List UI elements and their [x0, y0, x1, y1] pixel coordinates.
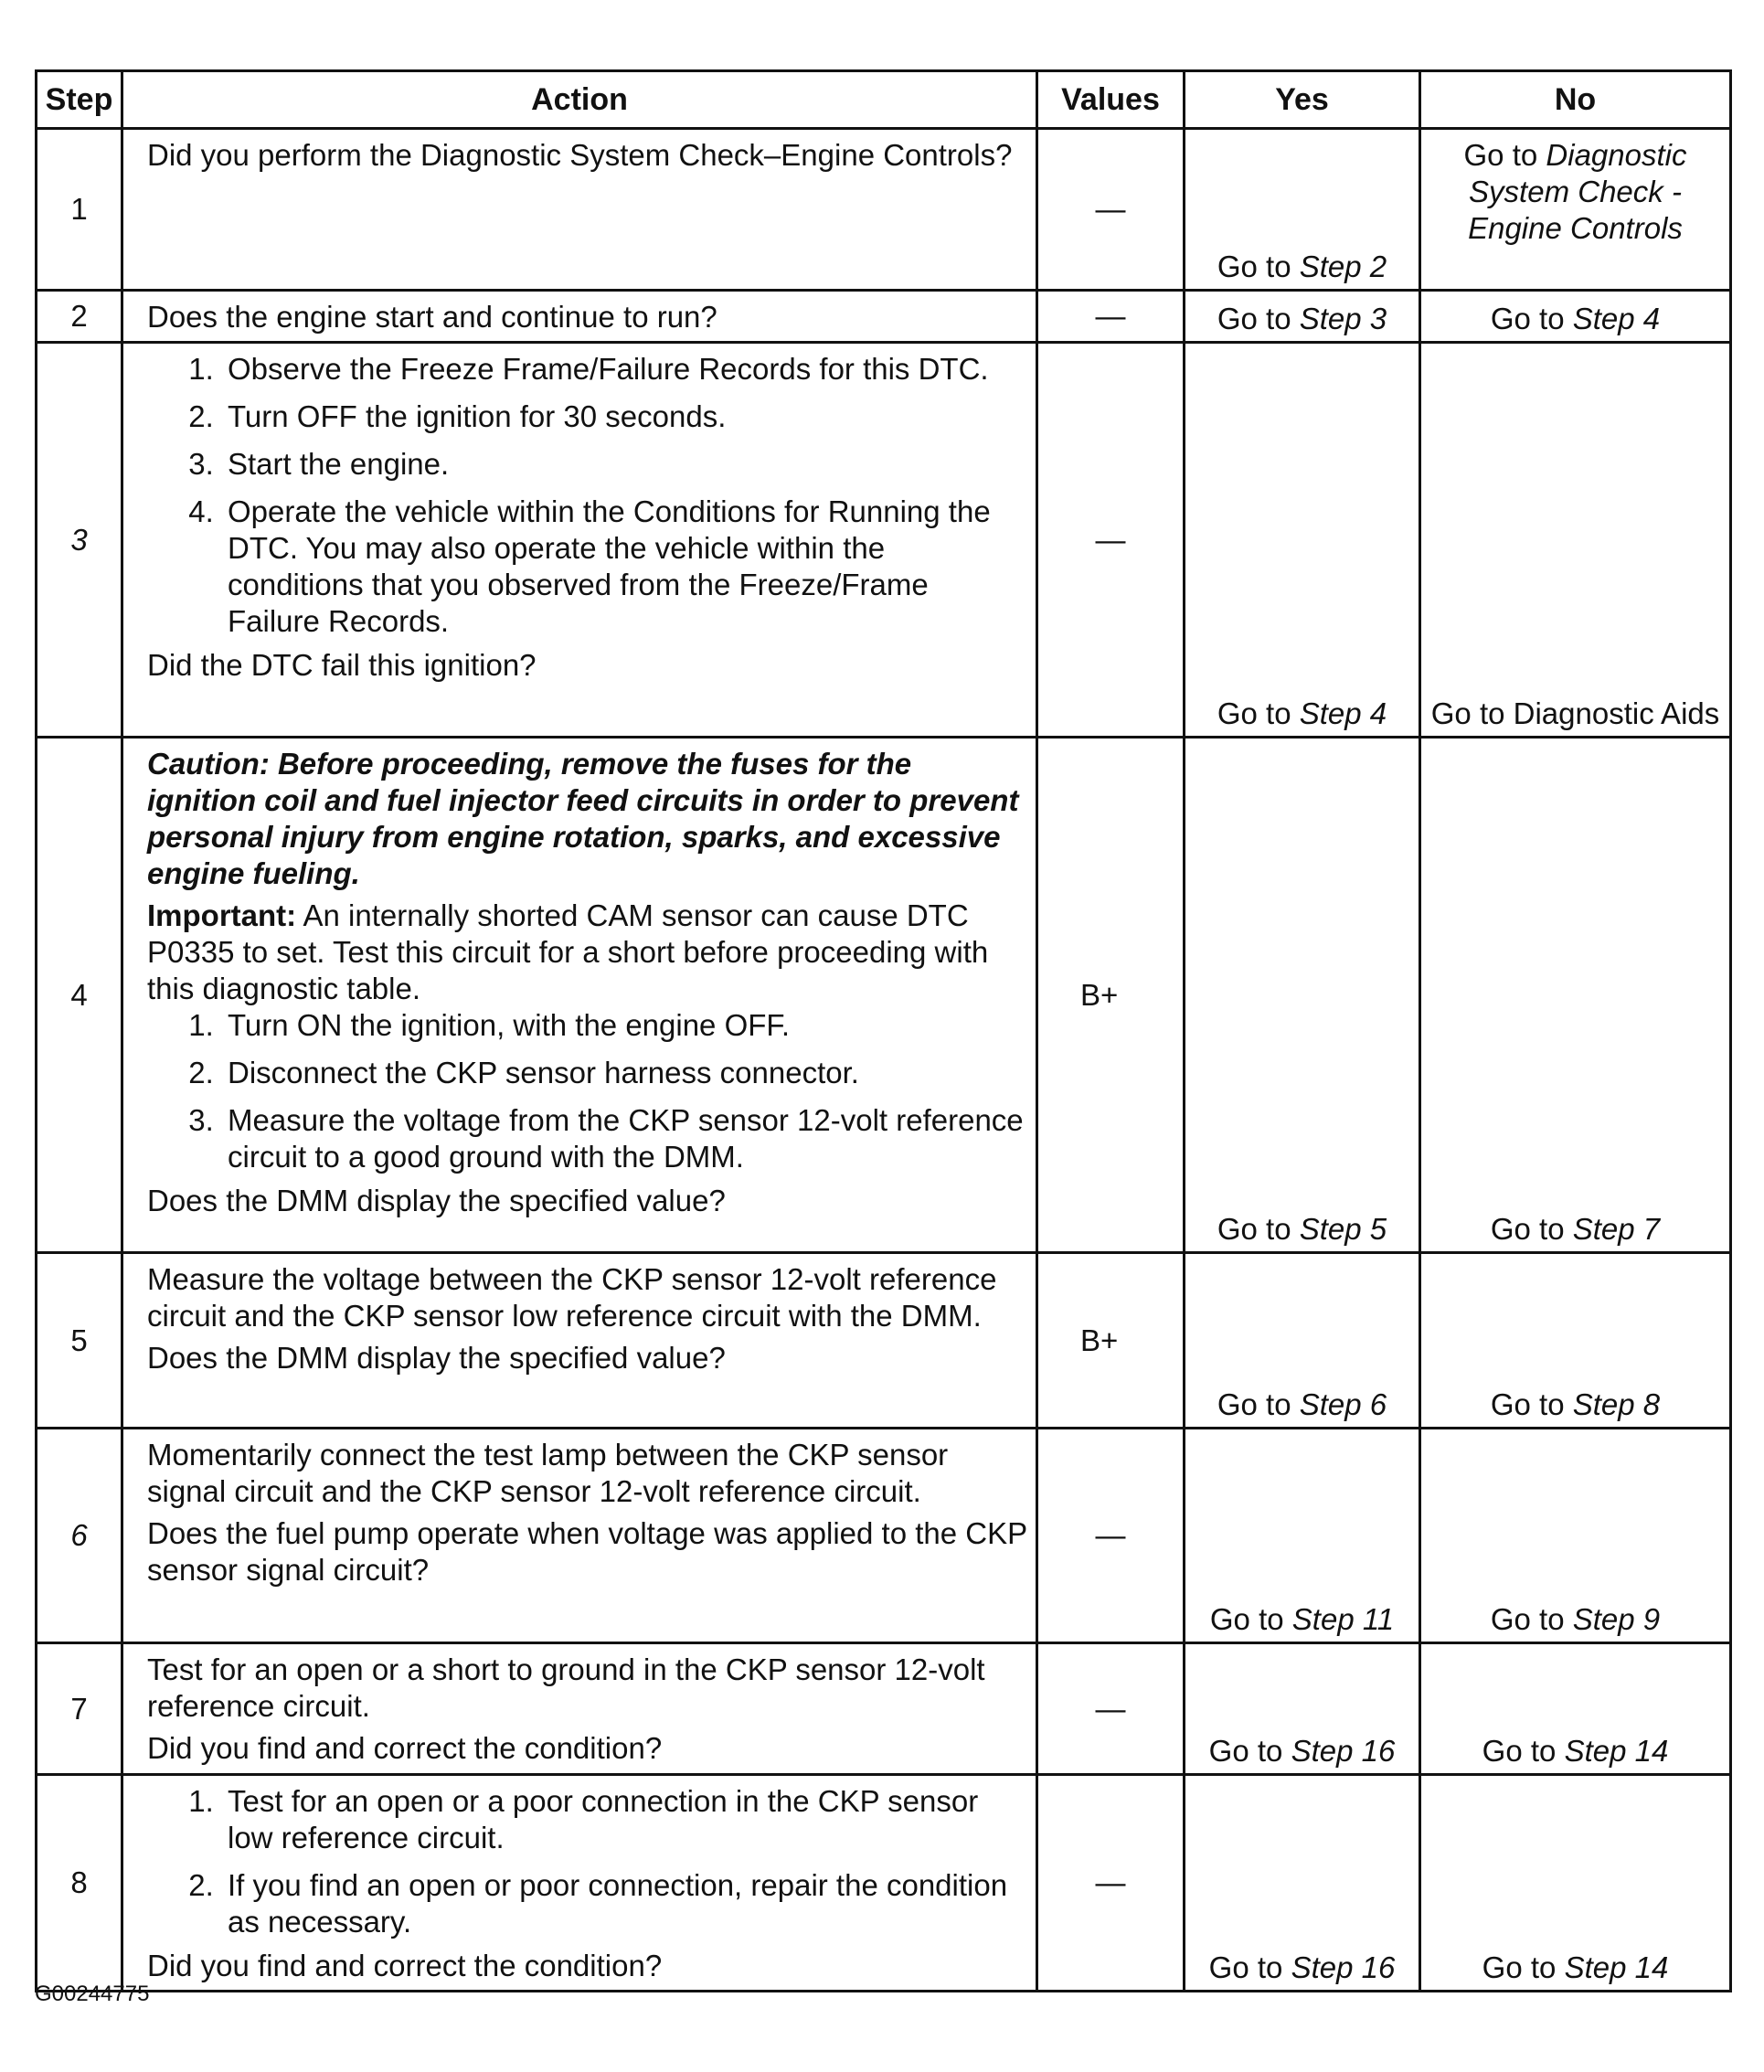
action-step-item: 1. Test for an open or a poor connection in the CKP sensor low reference circuit.	[222, 1783, 1028, 1856]
yes-goto-prefix: Go to	[1208, 1734, 1283, 1768]
yes-goto-prefix: Go to	[1217, 250, 1291, 283]
yes-goto-prefix: Go to	[1217, 1212, 1291, 1246]
value-cell: —	[1037, 1775, 1185, 1992]
no-goto-prefix: Go to	[1482, 1734, 1557, 1768]
yes-cell	[1185, 291, 1420, 343]
header-values: Values	[1037, 71, 1185, 129]
yes-cell	[1185, 738, 1420, 1253]
no-cell	[1420, 291, 1731, 343]
no-cell	[1420, 738, 1731, 1253]
yes-goto-target: Step 6	[1299, 1387, 1387, 1421]
yes-cell	[1185, 1775, 1420, 1992]
header-yes: Yes	[1185, 71, 1420, 129]
no-goto-target: Step 14	[1564, 1950, 1669, 1984]
no-goto-target: Step 4	[1572, 302, 1661, 335]
no-cell	[1420, 1643, 1731, 1775]
action-question: Does the DMM display the specified value?	[147, 1184, 726, 1217]
table-row	[37, 1253, 1731, 1429]
no-goto-prefix: Go to	[1490, 1387, 1565, 1421]
action-step-item: 4. Operate the vehicle within the Conditions for Running the DTC. You may also operate the vehicle within the conditions that you observed from the Freeze/Frame Failure Records.	[222, 494, 1028, 640]
action-step-item: 2. Disconnect the CKP sensor harness connector.	[222, 1055, 1028, 1091]
table-row	[37, 129, 1731, 291]
yes-goto-prefix: Go to	[1217, 1387, 1291, 1421]
action-text: Test for an open or a short to ground in the CKP sensor 12-volt reference circuit.	[147, 1652, 985, 1723]
action-question: Did you perform the Diagnostic System Check–Engine Controls?	[147, 138, 1013, 172]
no-cell	[1420, 129, 1731, 291]
important-note	[147, 898, 1028, 1007]
action-cell	[122, 738, 1037, 1253]
action-question: Did you find and correct the condition?	[147, 1731, 663, 1765]
caution-text: Caution: Before proceeding, remove the fuses for the ignition coil and fuel injector feed circuits in order to prevent personal injury from engine rotation, sparks, and excessive engine fueling.	[147, 747, 1019, 890]
action-cell	[122, 1429, 1037, 1643]
table-row	[37, 1429, 1731, 1643]
no-cell	[1420, 343, 1731, 738]
action-cell	[122, 129, 1037, 291]
yes-cell	[1185, 129, 1420, 291]
action-text: Measure the voltage between the CKP sensor 12-volt reference circuit and the CKP sensor low reference circuit with the DMM.	[147, 1262, 997, 1333]
no-cell	[1420, 1775, 1731, 1992]
action-text: Momentarily connect the test lamp between the CKP sensor signal circuit and the CKP sensor 12-volt reference circuit.	[147, 1438, 949, 1508]
value-cell: —	[1037, 343, 1185, 738]
action-question: Does the engine start and continue to run?	[147, 300, 717, 334]
table-row	[37, 1775, 1731, 1992]
yes-cell	[1185, 1253, 1420, 1429]
value-cell: —	[1037, 129, 1185, 291]
no-goto-prefix: Go to	[1490, 1212, 1565, 1246]
yes-cell	[1185, 1429, 1420, 1643]
action-steps-list	[147, 351, 1028, 640]
important-label: Important:	[147, 898, 297, 932]
yes-cell	[1185, 1643, 1420, 1775]
no-goto-prefix: Go to	[1463, 138, 1538, 172]
yes-goto-target: Step 4	[1299, 696, 1387, 730]
header-row	[37, 71, 1731, 129]
yes-goto-target: Step 16	[1291, 1950, 1396, 1984]
table-row	[37, 291, 1731, 343]
no-cell	[1420, 1429, 1731, 1643]
value-cell: B+	[1037, 738, 1185, 1253]
action-cell	[122, 1643, 1037, 1775]
value-cell: —	[1037, 1429, 1185, 1643]
figure-code: G00244775	[35, 1982, 150, 2006]
yes-goto-prefix: Go to	[1217, 696, 1291, 730]
step-number: 1	[37, 129, 122, 291]
no-goto-target: Step 14	[1564, 1734, 1669, 1768]
action-cell	[122, 1775, 1037, 1992]
yes-goto-target: Step 5	[1299, 1212, 1387, 1246]
yes-cell	[1185, 343, 1420, 738]
no-goto-prefix: Go to Diagnostic Aids	[1430, 696, 1720, 730]
action-step-item: 3. Measure the voltage from the CKP sensor 12-volt reference circuit to a good ground with the DMM.	[222, 1102, 1028, 1175]
action-cell	[122, 343, 1037, 738]
header-action: Action	[122, 71, 1037, 129]
table-row	[37, 738, 1731, 1253]
header-step: Step	[37, 71, 122, 129]
yes-goto-target: Step 3	[1299, 302, 1387, 335]
value-cell: B+	[1037, 1253, 1185, 1429]
important-text: An internally shorted CAM sensor can cause DTC P0335 to set. Test this circuit for a short before proceeding with this diagnostic table.	[147, 898, 989, 1005]
step-number: 3	[37, 343, 122, 738]
action-step-item: 2. If you find an open or poor connection, repair the condition as necessary.	[222, 1867, 1028, 1940]
no-goto-target: Step 7	[1572, 1212, 1661, 1246]
step-number: 7	[37, 1643, 122, 1775]
table-row	[37, 1643, 1731, 1775]
no-goto-target: Step 9	[1572, 1602, 1661, 1636]
no-goto-target: Diagnostic System Check - Engine Controls	[1468, 138, 1687, 245]
yes-goto-prefix: Go to	[1217, 302, 1291, 335]
yes-goto-target: Step 16	[1291, 1734, 1396, 1768]
diagnostic-table	[35, 69, 1732, 1992]
yes-goto-target: Step 11	[1291, 1602, 1395, 1636]
action-step-item: 2. Turn OFF the ignition for 30 seconds.	[222, 398, 1028, 435]
step-number: 6	[37, 1429, 122, 1643]
no-goto-prefix: Go to	[1490, 302, 1565, 335]
action-step-item: 3. Start the engine.	[222, 446, 1028, 483]
step-number: 8	[37, 1775, 122, 1992]
step-number: 2	[37, 291, 122, 343]
no-goto-prefix: Go to	[1482, 1950, 1557, 1984]
yes-goto-target: Step 2	[1299, 250, 1387, 283]
value-cell: —	[1037, 1643, 1185, 1775]
no-goto-target: Step 8	[1572, 1387, 1661, 1421]
yes-goto-prefix: Go to	[1208, 1950, 1283, 1984]
action-step-item: 1. Observe the Freeze Frame/Failure Records for this DTC.	[222, 351, 1028, 388]
action-question: Did the DTC fail this ignition?	[147, 648, 537, 682]
yes-goto-prefix: Go to	[1209, 1602, 1284, 1636]
step-number: 5	[37, 1253, 122, 1429]
action-cell	[122, 291, 1037, 343]
no-goto-prefix: Go to	[1490, 1602, 1565, 1636]
no-cell	[1420, 1253, 1731, 1429]
table-row	[37, 343, 1731, 738]
value-cell: —	[1037, 291, 1185, 343]
action-step-item: 1. Turn ON the ignition, with the engine OFF.	[222, 1007, 1028, 1044]
action-question: Does the DMM display the specified value?	[147, 1341, 726, 1375]
action-question: Did you find and correct the condition?	[147, 1949, 663, 1982]
action-cell	[122, 1253, 1037, 1429]
step-number: 4	[37, 738, 122, 1253]
action-question: Does the fuel pump operate when voltage was applied to the CKP sensor signal circuit?	[147, 1516, 1027, 1587]
action-steps-list	[147, 1007, 1028, 1175]
action-steps-list	[147, 1783, 1028, 1940]
header-no: No	[1420, 71, 1731, 129]
